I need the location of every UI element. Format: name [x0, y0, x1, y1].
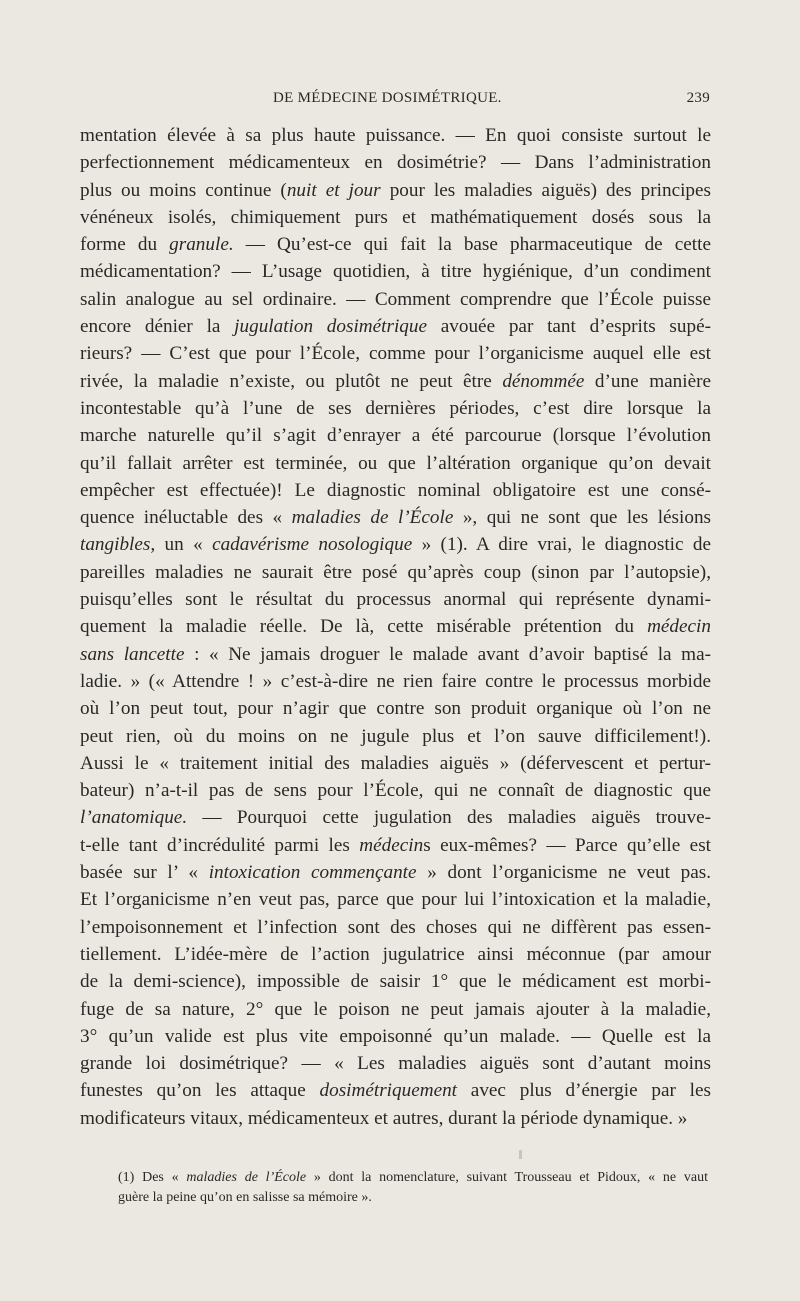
- text-line: tangibles, un « cadavérisme nosologique » (1). A dire vrai, le diagnostic de: [80, 534, 711, 556]
- text-line: médicamentation? — L’usage quotidien, à titre hygiénique, d’un condiment: [80, 261, 711, 283]
- text-line: 3° qu’un valide est plus vite empoisonné qu’un malade. — Quelle est la: [80, 1025, 711, 1047]
- page-number: 239: [686, 90, 710, 106]
- text-line: empêcher est effectuée)! Le diagnostic nominal obligatoire est une consé-: [80, 479, 711, 501]
- running-title: DE MÉDECINE DOSIMÉTRIQUE.: [273, 90, 502, 106]
- text-line: mentation élevée à sa plus haute puissance. — En quoi consiste surtout le: [80, 125, 711, 146]
- text-line: marche naturelle qu’il s’agit d’enrayer a été parcourue (lorsque l’évolution: [80, 425, 711, 447]
- text-line: salin analogue au sel ordinaire. — Comment comprendre que l’École puisse: [80, 288, 711, 310]
- text-line: l’anatomique. — Pourquoi cette jugulation des maladies aiguës trouve-: [80, 807, 711, 829]
- text-line: rivée, la maladie n’existe, ou plutôt ne peut être dénommée d’une manière: [80, 370, 711, 392]
- text-line: plus ou moins continue (nuit et jour pour les maladies aiguës) des principes: [80, 179, 712, 201]
- separator-mark: [519, 1150, 522, 1159]
- text-line: perfectionnement médicamenteux en dosimétrie? — Dans l’administration: [80, 152, 711, 174]
- text-line: tiellement. L’idée-mère de l’action jugulatrice ainsi méconnue (par amour: [80, 943, 711, 965]
- text-line: fuge de sa nature, 2° que le poison ne peut jamais ajouter à la maladie,: [80, 998, 711, 1020]
- text-line: puisqu’elles sont le résultat du processus anormal qui représente dynami-: [80, 589, 711, 611]
- text-line: forme du granule. — Qu’est-ce qui fait la base pharmaceutique de cette: [80, 234, 711, 256]
- footnote-line: guère la peine qu’on en salisse sa mémoire ».: [118, 1190, 372, 1205]
- text-line: incontestable qu’à l’une de ses dernières périodes, c’est dire lorsque la: [80, 397, 711, 419]
- footnote-line: (1) Des « maladies de l’École » dont la nomenclature, suivant Trousseau et Pidoux, « ne vaut: [118, 1170, 708, 1185]
- main-text: [80, 122, 711, 1132]
- text-line: ladie. » (« Attendre ! » c’est-à-dire ne rien faire contre le processus morbide: [80, 670, 711, 692]
- text-line: encore dénier la jugulation dosimétrique avouée par tant d’esprits supé-: [80, 316, 711, 338]
- text-line: vénéneux isolés, chimiquement purs et mathématiquement dosés sous la: [80, 206, 711, 228]
- text-line: t-elle tant d’incrédulité parmi les médecins eux-mêmes? — Parce qu’elle est: [80, 834, 711, 856]
- text-line: peut rien, où du moins on ne jugule plus et l’on sauve difficilement!).: [80, 725, 711, 747]
- text-line: sans lancette : « Ne jamais droguer le malade avant d’avoir baptisé la ma-: [80, 643, 711, 665]
- text-line: quence inéluctable des « maladies de l’École », qui ne sont que les lésions: [80, 507, 712, 529]
- text-line: modificateurs vitaux, médicamenteux et autres, durant la période dynamique. »: [80, 1107, 688, 1129]
- text-line: l’empoisonnement et l’infection sont des choses qui ne diffèrent pas essen-: [80, 916, 711, 938]
- text-line: de la demi-science), impossible de saisir 1° que le médicament est morbi-: [80, 971, 711, 993]
- text-line: rieurs? — C’est que pour l’École, comme pour l’organicisme auquel elle est: [80, 343, 711, 365]
- text-line: grande loi dosimétrique? — « Les maladies aiguës sont d’autant moins: [80, 1053, 711, 1075]
- text-line: où l’on peut tout, pour n’agir que contre son produit organique où l’on ne: [80, 698, 711, 720]
- text-line: pareilles maladies ne saurait être posé qu’après coup (sinon par l’autopsie),: [80, 561, 711, 583]
- text-line: quement la maladie réelle. De là, cette misérable prétention du médecin: [80, 616, 711, 638]
- text-line: Et l’organicisme n’en veut pas, parce que pour lui l’intoxication et la maladie,: [80, 889, 711, 911]
- text-line: Aussi le « traitement initial des maladies aiguës » (défervescent et pertur-: [80, 752, 711, 774]
- running-header: [80, 90, 710, 114]
- text-line: bateur) n’a-t-il pas de sens pour l’École, qui ne connaît de diagnostic que: [80, 780, 711, 802]
- text-line: qu’il fallait arrêter est terminée, ou que l’altération organique qu’on devait: [80, 452, 711, 474]
- footnote: [118, 1168, 708, 1208]
- paragraph: [80, 122, 711, 1132]
- text-line: funestes qu’on les attaque dosimétriquement avec plus d’énergie par les: [80, 1080, 711, 1102]
- text-line: basée sur l’ « intoxication commençante » dont l’organicisme ne veut pas.: [80, 862, 712, 884]
